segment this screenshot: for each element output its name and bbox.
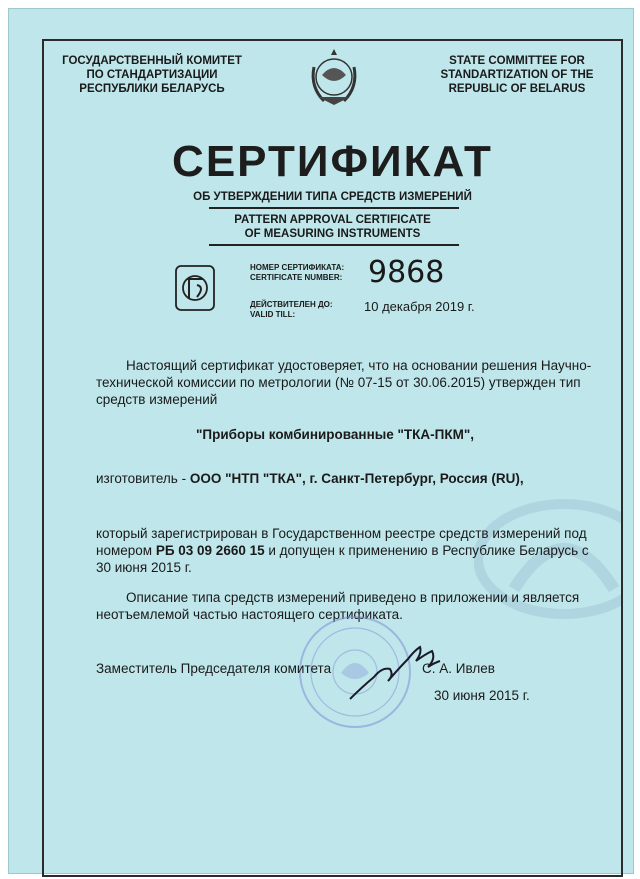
certificate-sheet [8, 8, 634, 874]
paragraph-registration [96, 525, 606, 576]
header-right-line-3: REPUBLIC OF BELARUS [448, 83, 586, 95]
state-emblem [306, 47, 362, 109]
paragraph-decision: Настоящий сертификат удостоверяет, что на основании решения Научно-технической комиссии по метрологии (№ 07-15 от 30.06.2015) утвержден тип средств измерений [96, 358, 592, 407]
registration-text-b: и допущен к применению в Республике Беларусь с 30 июня 2015 г. [96, 543, 589, 575]
manufacturer-name: ООО "НТП "ТКА", г. Санкт-Петербург, Россия (RU), [189, 471, 524, 486]
certificate-frame [42, 39, 623, 877]
header-left-line-3: РЕСПУБЛИКИ БЕЛАРУСЬ [79, 83, 225, 95]
signatory-name: С. А. Ивлев [422, 661, 495, 676]
divider-bottom [209, 244, 459, 246]
product-name: "Приборы комбинированные "ТКА-ПКМ", [196, 427, 474, 442]
header-left-line-2: ПО СТАНДАРТИЗАЦИИ [86, 69, 218, 81]
header-left-line-1: ГОСУДАРСТВЕННЫЙ КОМИТЕТ [62, 55, 242, 67]
valid-till-date: 10 декабря 2019 г. [364, 299, 475, 314]
valid-till-label-en: VALID TILL: [250, 310, 296, 319]
manufacturer-label: изготовитель - [96, 471, 190, 486]
paragraph-description: Описание типа средств измерений приведено в приложении и является неотъемлемой частью настоящего сертификата. [96, 590, 580, 622]
en-title-line-1: PATTERN APPROVAL CERTIFICATE [234, 214, 431, 226]
standardization-logo [175, 265, 215, 311]
signature-date: 30 июня 2015 г. [434, 688, 530, 703]
certificate-title: СЕРТИФИКАТ [172, 137, 493, 186]
manufacturer-line [96, 471, 524, 486]
divider-top [209, 207, 459, 209]
registration-number: РБ 03 09 2660 15 [155, 543, 265, 558]
header-left [62, 54, 242, 96]
header-right-line-2: STANDARTIZATION OF THE [440, 69, 594, 81]
certificate-subtitle: ОБ УТВЕРЖДЕНИИ ТИПА СРЕДСТВ ИЗМЕРЕНИЙ [193, 191, 472, 203]
valid-till-label [250, 300, 333, 320]
header-right-line-1: STATE COMMITTEE FOR [449, 55, 585, 67]
valid-till-label-ru: ДЕЙСТВИТЕЛЕН ДО: [250, 300, 333, 309]
certificate-english-title [44, 213, 621, 241]
header-right [422, 54, 612, 96]
cert-number-label-ru: НОМЕР СЕРТИФИКАТА: [250, 263, 345, 272]
certificate-number: 9868 [368, 255, 445, 290]
cert-number-label [250, 263, 344, 283]
registration-text-a: который зарегистрирован в Государственном реестре средств измерений под номером [96, 526, 587, 558]
signatory-role: Заместитель Председателя комитета [96, 661, 332, 676]
en-title-line-2: OF MEASURING INSTRUMENTS [244, 228, 421, 240]
cert-number-label-en: CERTIFICATE NUMBER: [250, 273, 343, 282]
